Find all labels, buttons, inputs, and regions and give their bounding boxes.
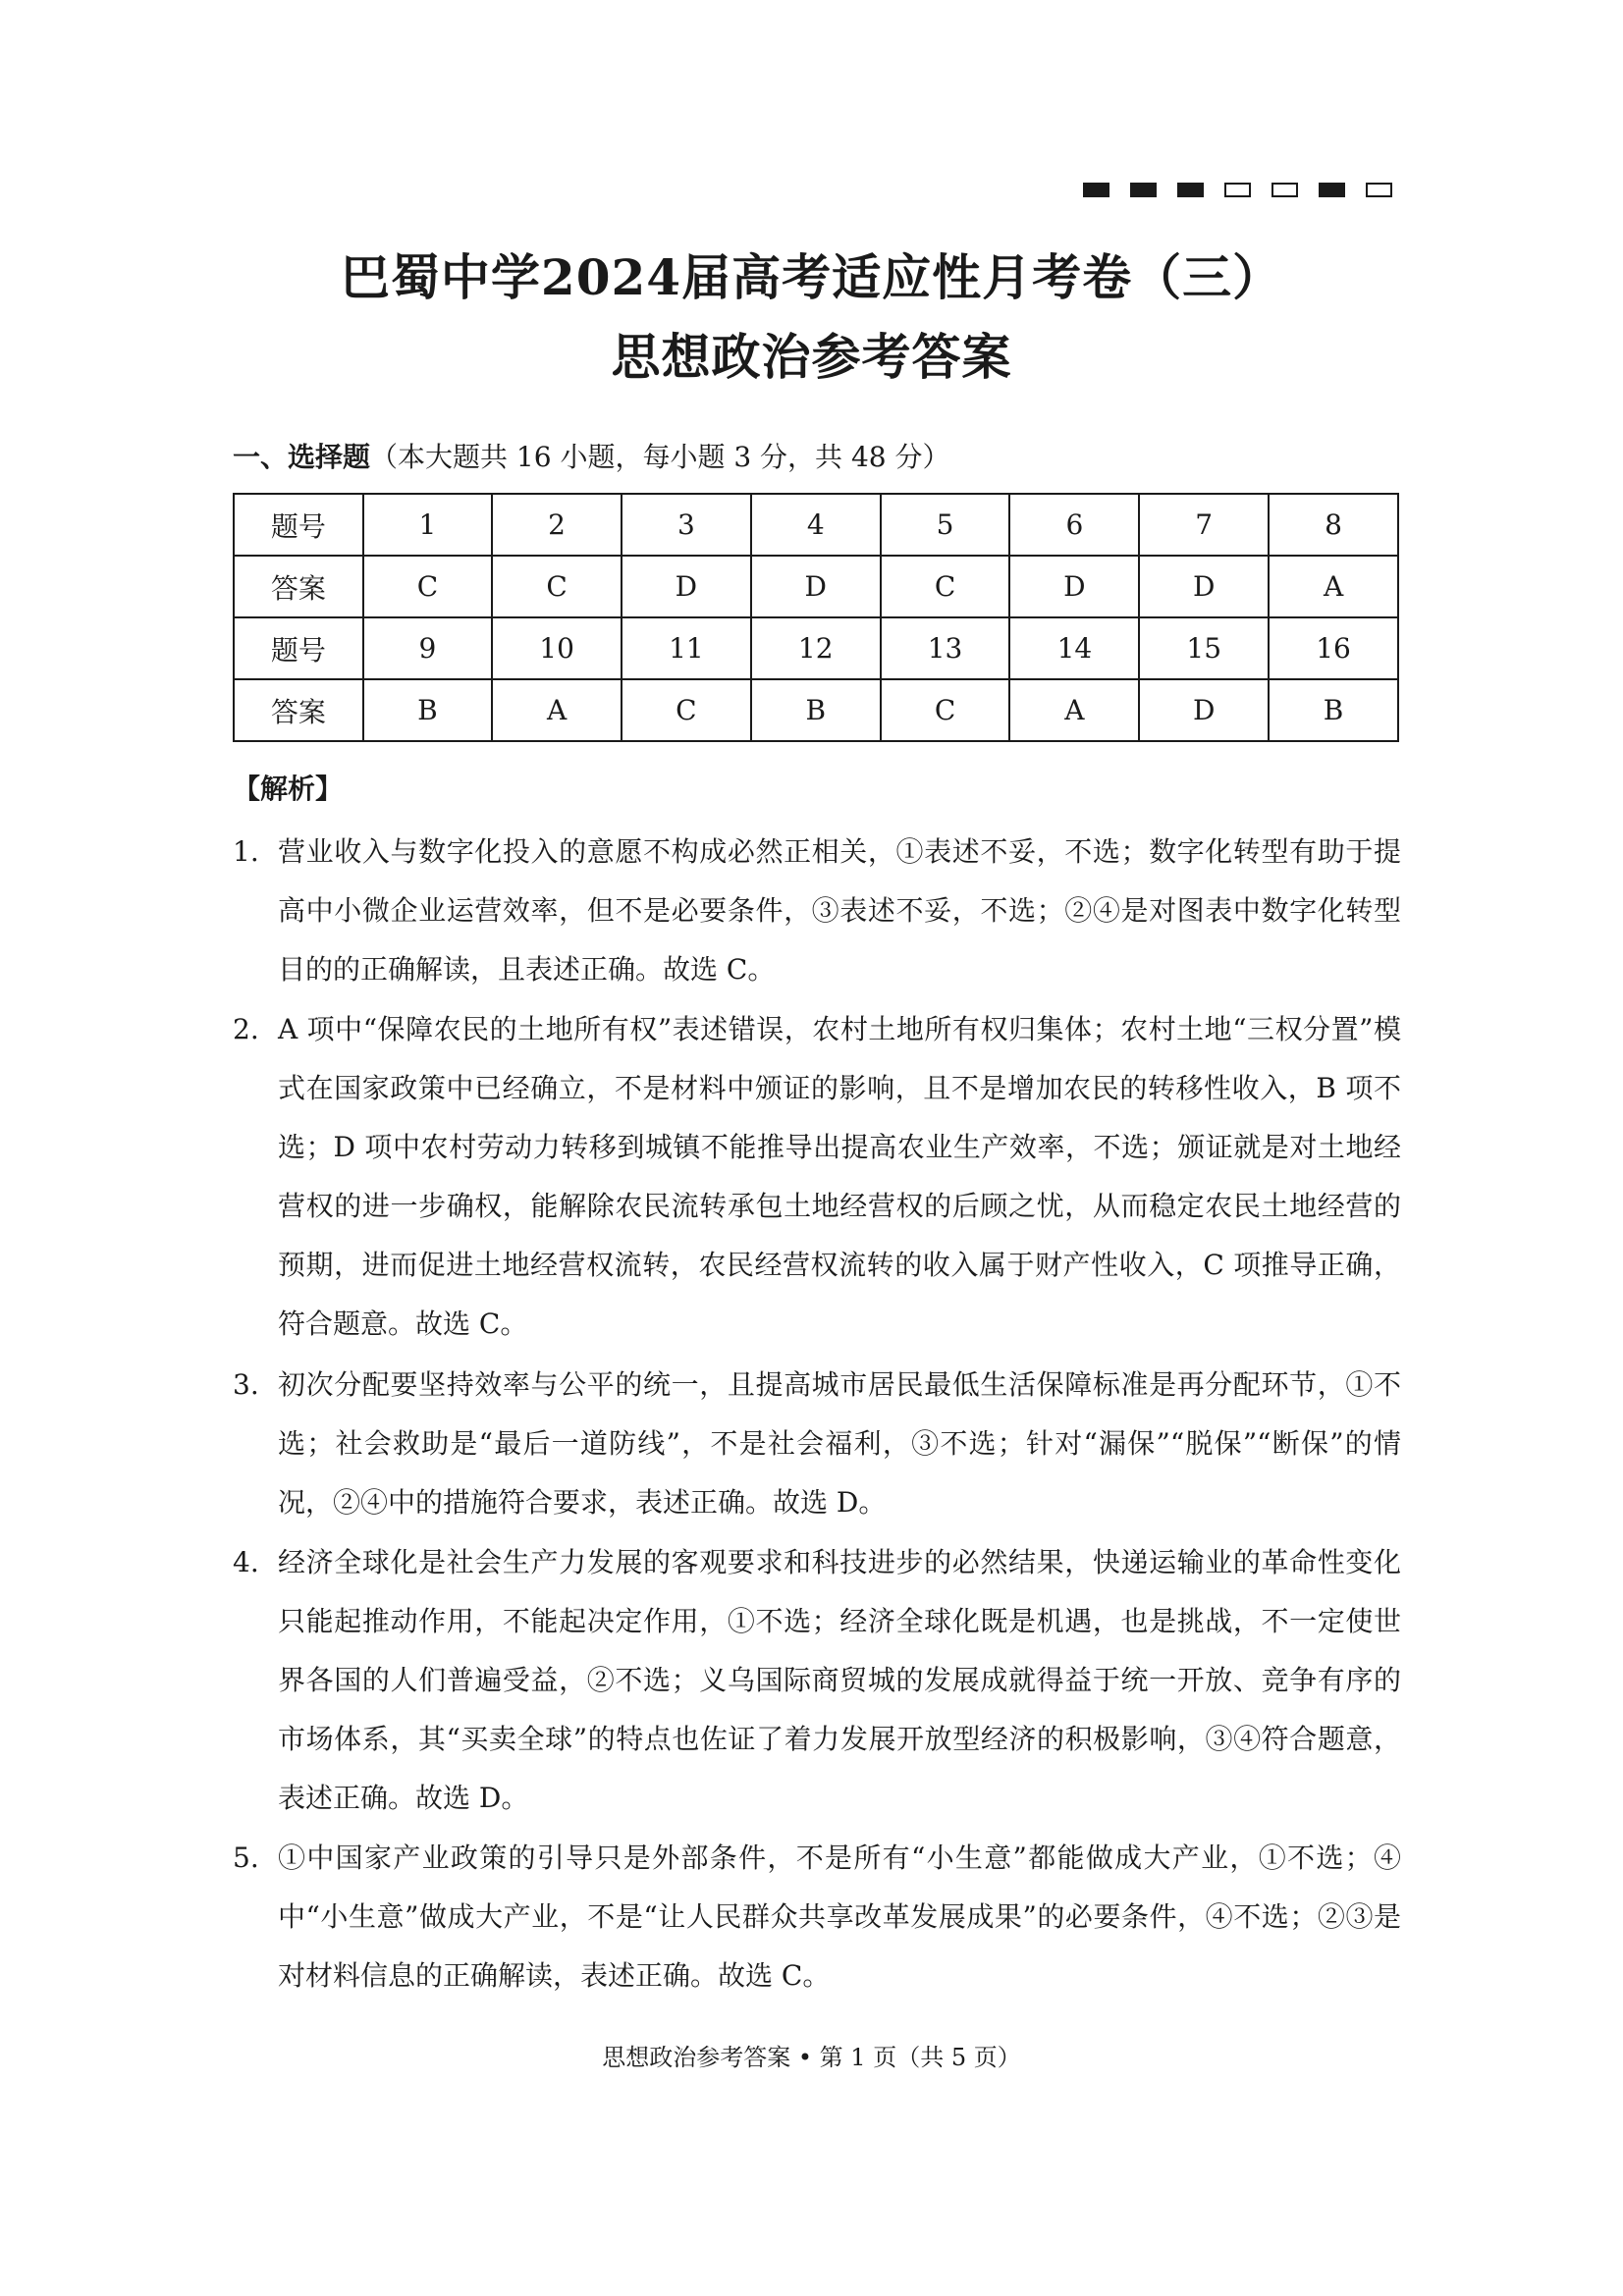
table-row [234,556,1398,617]
row-header-cell: 答案 [234,556,363,617]
table-cell: 1 [363,494,493,556]
item-number: 4. [233,1546,259,1578]
table-cell: A [1009,679,1139,741]
item-number: 2. [233,1013,259,1045]
table-cell: 10 [492,617,622,679]
filled-square-mark [1319,183,1345,197]
filled-square-mark [1130,183,1157,197]
table-cell: D [1009,556,1139,617]
table-cell: C [881,556,1010,617]
table-cell: 16 [1269,617,1398,679]
table-cell: 3 [622,494,751,556]
page-title: 巴蜀中学2024届高考适应性月考卷（三） [340,248,1283,306]
table-cell: 15 [1139,617,1269,679]
answer-table [233,493,1399,742]
table-cell: 8 [1269,494,1398,556]
item-text: 营业收入与数字化投入的意愿不构成必然正相关，①表述不妥，不选；数字化转型有助于提高中小微企业运营效率，但不是必要条件，③表述不妥，不选；②④是对图表中数字化转型目的的正确解读，且表述正确。故选 C。 [278,835,1401,986]
analysis-heading: 【解析】 [233,773,344,805]
table-cell: B [1269,679,1398,741]
page-footer: 思想政治参考答案 • 第 1 页（共 5 页） [602,2044,1021,2071]
table-cell: D [751,556,881,617]
item-number: 5. [233,1842,259,1874]
item-text: 经济全球化是社会生产力发展的客观要求和科技进步的必然结果，快递运输业的革命性变化只能起推动作用，不能起决定作用，①不选；经济全球化既是机遇，也是挑战，不一定使世界各国的人们普遍受益，②不选；义乌国际商贸城的发展成就得益于统一开放、竞争有序的市场体系，其“买卖全球”的特点也佐证了着力发展开放型经济的积极影响，③④符合题意，表述正确。故选 D。 [278,1546,1401,1814]
analysis-item-5 [233,1829,1401,2005]
empty-square-mark [1271,183,1298,197]
filled-square-mark [1177,183,1204,197]
table-cell: D [1139,679,1269,741]
table-cell: 9 [363,617,493,679]
table-cell: 12 [751,617,881,679]
table-cell: C [363,556,493,617]
table-cell: D [622,556,751,617]
analysis-item-3 [233,1356,1401,1532]
table-cell: C [492,556,622,617]
section-description: （本大题共 16 小题，每小题 3 分，共 48 分） [370,441,950,473]
table-cell: 13 [881,617,1010,679]
item-text: 初次分配要坚持效率与公平的统一，且提高城市居民最低生活保障标准是再分配环节，①不选；社会救助是“最后一道防线”，不是社会福利，③不选；针对“漏保”“脱保”“断保”的情况，②④中的措施符合要求，表述正确。故选 D。 [278,1368,1401,1519]
table-cell: A [492,679,622,741]
table-row [234,494,1398,556]
analysis-item-2 [233,1000,1401,1354]
item-number: 1. [233,835,259,868]
corner-marks [1083,183,1392,197]
item-text: ①中国家产业政策的引导只是外部条件，不是所有“小生意”都能做成大产业，①不选；④中“小生意”做成大产业，不是“让人民群众共享改革发展成果”的必要条件，④不选；②③是对材料信息的正确解读，表述正确。故选 C。 [278,1842,1401,1992]
table-cell: D [1139,556,1269,617]
item-number: 3. [233,1368,259,1401]
table-cell: C [622,679,751,741]
table-cell: 4 [751,494,881,556]
table-cell: 5 [881,494,1010,556]
page-subtitle: 思想政治参考答案 [611,328,1012,386]
table-row [234,617,1398,679]
filled-square-mark [1083,183,1109,197]
row-header-cell: 题号 [234,494,363,556]
row-header-cell: 题号 [234,617,363,679]
section-label: 一、选择题 [233,441,371,473]
table-cell: 7 [1139,494,1269,556]
table-cell: 11 [622,617,751,679]
section-heading [233,436,950,475]
table-cell: 2 [492,494,622,556]
table-cell: A [1269,556,1398,617]
table-row [234,679,1398,741]
analysis-item-4 [233,1533,1401,1828]
row-header-cell: 答案 [234,679,363,741]
analysis-item-1 [233,823,1401,999]
item-text: A 项中“保障农民的土地所有权”表述错误，农村土地所有权归集体；农村土地“三权分置”模式在国家政策中已经确立，不是材料中颁证的影响，且不是增加农民的转移性收入，B 项不选；D 项中农村劳动力转移到城镇不能推导出提高农业生产效率，不选；颁证就是对土地经营权的进一步确权，能解除农民流转承包土地经营权的后顾之忧，从而稳定农民土地经营的预期，进而促进土地经营权流转，农民经营权流转的收入属于财产性收入，C 项推导正确，符合题意。故选 C。 [278,1013,1401,1340]
table-cell: 6 [1009,494,1139,556]
table-cell: C [881,679,1010,741]
table-cell: 14 [1009,617,1139,679]
empty-square-mark [1366,183,1392,197]
table-cell: B [363,679,493,741]
table-cell: B [751,679,881,741]
empty-square-mark [1224,183,1251,197]
